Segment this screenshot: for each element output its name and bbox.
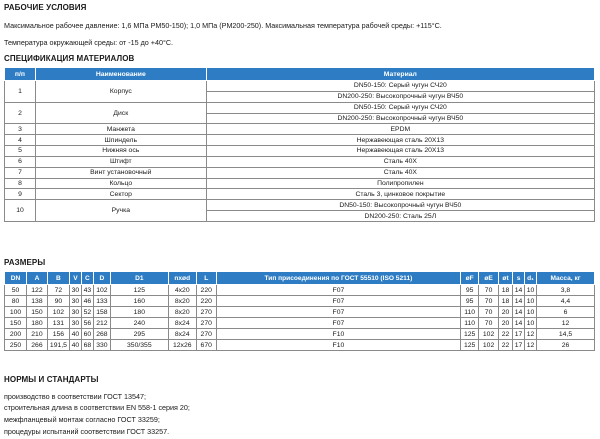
col-header: øt bbox=[499, 272, 513, 285]
table-cell: 17 bbox=[513, 329, 525, 340]
table-cell: 30 bbox=[69, 296, 81, 307]
col-header-material: Материал bbox=[206, 68, 594, 81]
table-cell: 125 bbox=[110, 285, 168, 296]
table-cell: 191,5 bbox=[47, 340, 69, 351]
col-header: V bbox=[69, 272, 81, 285]
col-header: s bbox=[513, 272, 525, 285]
cell-number: 6 bbox=[5, 156, 36, 167]
cell-material: DN50-150: Серый чугун СЧ20 bbox=[206, 102, 594, 113]
cell-number: 8 bbox=[5, 178, 36, 189]
table-cell: 295 bbox=[110, 329, 168, 340]
table-cell: 6 bbox=[537, 307, 595, 318]
table-cell: 12 bbox=[537, 318, 595, 329]
cell-name: Кольцо bbox=[35, 178, 206, 189]
table-row bbox=[5, 189, 595, 200]
cell-number: 5 bbox=[5, 146, 36, 157]
table-row bbox=[5, 307, 595, 318]
col-header: B bbox=[47, 272, 69, 285]
cell-number: 4 bbox=[5, 135, 36, 146]
table-cell: F07 bbox=[216, 285, 460, 296]
table-cell: 110 bbox=[461, 318, 479, 329]
dimensions-header-row bbox=[5, 272, 595, 285]
table-cell: 20 bbox=[499, 318, 513, 329]
table-cell: 8x20 bbox=[168, 307, 196, 318]
materials-heading: СПЕЦИФИКАЦИЯ МАТЕРИАЛОВ bbox=[4, 54, 135, 63]
table-cell: 110 bbox=[461, 307, 479, 318]
table-row bbox=[5, 285, 595, 296]
table-row bbox=[5, 178, 595, 189]
cell-material: Сталь 40Х bbox=[206, 167, 594, 178]
table-row bbox=[5, 135, 595, 146]
table-cell: 30 bbox=[69, 318, 81, 329]
cell-name: Винт установочный bbox=[35, 167, 206, 178]
table-cell: 160 bbox=[110, 296, 168, 307]
table-cell: 46 bbox=[81, 296, 93, 307]
table-cell: 10 bbox=[525, 285, 537, 296]
table-cell: 266 bbox=[26, 340, 47, 351]
cell-number: 9 bbox=[5, 189, 36, 200]
table-cell: 12 bbox=[525, 329, 537, 340]
table-cell: 17 bbox=[513, 340, 525, 351]
table-cell: 26 bbox=[537, 340, 595, 351]
table-cell: 220 bbox=[196, 285, 216, 296]
table-cell: 220 bbox=[196, 296, 216, 307]
cell-material: Сталь 3, цинковое покрытие bbox=[206, 189, 594, 200]
table-cell: F07 bbox=[216, 307, 460, 318]
col-header: A bbox=[26, 272, 47, 285]
table-cell: 670 bbox=[196, 340, 216, 351]
table-cell: 95 bbox=[461, 285, 479, 296]
table-cell: 270 bbox=[196, 318, 216, 329]
cell-material: DN200-250: Высокопрочный чугун ВЧ50 bbox=[206, 91, 594, 102]
cell-name: Ручка bbox=[35, 200, 206, 222]
table-cell: 80 bbox=[5, 296, 27, 307]
table-row bbox=[5, 318, 595, 329]
table-row bbox=[5, 102, 595, 113]
table-cell: 72 bbox=[47, 285, 69, 296]
table-cell: 133 bbox=[93, 296, 110, 307]
dimensions-table bbox=[4, 271, 595, 351]
table-cell: 22 bbox=[499, 329, 513, 340]
table-cell: 4,4 bbox=[537, 296, 595, 307]
col-header-number: п/п bbox=[5, 68, 36, 81]
table-cell: 50 bbox=[5, 285, 27, 296]
col-header: L bbox=[196, 272, 216, 285]
cell-name: Манжета bbox=[35, 124, 206, 135]
cell-number: 1 bbox=[5, 81, 36, 103]
table-cell: 200 bbox=[5, 329, 27, 340]
table-cell: 180 bbox=[26, 318, 47, 329]
table-cell: 3,8 bbox=[537, 285, 595, 296]
col-header-name: Наименование bbox=[35, 68, 206, 81]
cell-name: Диск bbox=[35, 102, 206, 124]
cell-name: Корпус bbox=[35, 81, 206, 103]
col-header: Масса, кг bbox=[537, 272, 595, 285]
table-cell: 40 bbox=[69, 329, 81, 340]
col-header: d₁ bbox=[525, 272, 537, 285]
col-header: DN bbox=[5, 272, 27, 285]
standards-line: межфланцевый монтаж согласно ГОСТ 33259; bbox=[4, 415, 160, 424]
cell-material: Сталь 40Х bbox=[206, 156, 594, 167]
table-cell: 60 bbox=[81, 329, 93, 340]
table-row bbox=[5, 329, 595, 340]
table-cell: 150 bbox=[26, 307, 47, 318]
table-cell: 268 bbox=[93, 329, 110, 340]
table-cell: 156 bbox=[47, 329, 69, 340]
table-row bbox=[5, 200, 595, 211]
cell-material: DN200-250: Сталь 25Л bbox=[206, 211, 594, 222]
col-header: nxød bbox=[168, 272, 196, 285]
table-row bbox=[5, 124, 595, 135]
table-cell: 8x20 bbox=[168, 296, 196, 307]
conditions-line-pressure: Максимальное рабочее давление: 1,6 МПа PM50-150); 1,0 МПа (PM200-250). Максимальная температура рабочей среды: +115°С. bbox=[4, 21, 442, 30]
table-cell: 4x20 bbox=[168, 285, 196, 296]
col-header: Тип присоединения по ГОСТ 55510 (ISO 5211) bbox=[216, 272, 460, 285]
table-cell: 210 bbox=[26, 329, 47, 340]
table-cell: 30 bbox=[69, 285, 81, 296]
cell-number: 2 bbox=[5, 102, 36, 124]
table-cell: 8x24 bbox=[168, 318, 196, 329]
cell-number: 3 bbox=[5, 124, 36, 135]
cell-material: Нержавеющая сталь 20Х13 bbox=[206, 135, 594, 146]
col-header: øE bbox=[479, 272, 499, 285]
cell-material: DN50-150: Высокопрочный чугун ВЧ50 bbox=[206, 200, 594, 211]
materials-header-row bbox=[5, 68, 595, 81]
table-cell: F07 bbox=[216, 318, 460, 329]
table-cell: 180 bbox=[110, 307, 168, 318]
table-cell: 10 bbox=[525, 296, 537, 307]
table-cell: 150 bbox=[5, 318, 27, 329]
table-cell: 14 bbox=[513, 307, 525, 318]
standards-heading: НОРМЫ И СТАНДАРТЫ bbox=[4, 375, 99, 384]
table-cell: 10 bbox=[525, 307, 537, 318]
table-cell: 350/355 bbox=[110, 340, 168, 351]
dimensions-body bbox=[5, 285, 595, 351]
standards-line: строительная длина в соответствии EN 558-1 серия 20; bbox=[4, 403, 190, 412]
table-cell: 18 bbox=[499, 296, 513, 307]
table-cell: F10 bbox=[216, 340, 460, 351]
table-cell: F07 bbox=[216, 296, 460, 307]
conditions-heading: РАБОЧИЕ УСЛОВИЯ bbox=[4, 3, 87, 12]
table-cell: 158 bbox=[93, 307, 110, 318]
table-cell: 122 bbox=[26, 285, 47, 296]
table-cell: 330 bbox=[93, 340, 110, 351]
cell-name: Шпиндель bbox=[35, 135, 206, 146]
table-cell: 8x24 bbox=[168, 329, 196, 340]
table-cell: 30 bbox=[69, 307, 81, 318]
table-cell: 14,5 bbox=[537, 329, 595, 340]
table-cell: 131 bbox=[47, 318, 69, 329]
table-cell: 12 bbox=[525, 340, 537, 351]
table-cell: 18 bbox=[499, 285, 513, 296]
cell-number: 7 bbox=[5, 167, 36, 178]
table-row bbox=[5, 146, 595, 157]
table-cell: 70 bbox=[479, 307, 499, 318]
table-cell: 14 bbox=[513, 285, 525, 296]
dimensions-heading: РАЗМЕРЫ bbox=[4, 258, 46, 267]
table-row bbox=[5, 156, 595, 167]
table-cell: 250 bbox=[5, 340, 27, 351]
table-cell: 70 bbox=[479, 296, 499, 307]
table-row bbox=[5, 81, 595, 92]
table-cell: 102 bbox=[93, 285, 110, 296]
table-cell: 95 bbox=[461, 296, 479, 307]
table-cell: 43 bbox=[81, 285, 93, 296]
cell-material: Нержавеющая сталь 20Х13 bbox=[206, 146, 594, 157]
cell-name: Сектор bbox=[35, 189, 206, 200]
table-cell: 102 bbox=[479, 329, 499, 340]
table-cell: 22 bbox=[499, 340, 513, 351]
cell-material: DN50-150: Серый чугун СЧ20 bbox=[206, 81, 594, 92]
table-cell: 20 bbox=[499, 307, 513, 318]
table-cell: F10 bbox=[216, 329, 460, 340]
table-cell: 240 bbox=[110, 318, 168, 329]
table-cell: 125 bbox=[461, 340, 479, 351]
table-cell: 100 bbox=[5, 307, 27, 318]
table-cell: 52 bbox=[81, 307, 93, 318]
col-header: D bbox=[93, 272, 110, 285]
cell-material: DN200-250: Высокопрочный чугун ВЧ50 bbox=[206, 113, 594, 124]
table-cell: 40 bbox=[69, 340, 81, 351]
table-cell: 270 bbox=[196, 307, 216, 318]
table-cell: 70 bbox=[479, 285, 499, 296]
cell-number: 10 bbox=[5, 200, 36, 222]
table-cell: 138 bbox=[26, 296, 47, 307]
col-header: D1 bbox=[110, 272, 168, 285]
table-cell: 70 bbox=[479, 318, 499, 329]
table-row bbox=[5, 296, 595, 307]
table-cell: 68 bbox=[81, 340, 93, 351]
table-cell: 212 bbox=[93, 318, 110, 329]
cell-material: EPDM bbox=[206, 124, 594, 135]
table-cell: 12x26 bbox=[168, 340, 196, 351]
table-cell: 56 bbox=[81, 318, 93, 329]
table-row bbox=[5, 340, 595, 351]
standards-line: процедуры испытаний соответствии ГОСТ 33257. bbox=[4, 427, 170, 436]
table-cell: 102 bbox=[479, 340, 499, 351]
table-cell: 14 bbox=[513, 318, 525, 329]
table-cell: 14 bbox=[513, 296, 525, 307]
table-cell: 102 bbox=[47, 307, 69, 318]
table-cell: 10 bbox=[525, 318, 537, 329]
cell-material: Полипропилен bbox=[206, 178, 594, 189]
materials-table bbox=[4, 67, 595, 222]
standards-line: производство в соответствии ГОСТ 13547; bbox=[4, 392, 147, 401]
cell-name: Нижняя ось bbox=[35, 146, 206, 157]
table-cell: 90 bbox=[47, 296, 69, 307]
conditions-line-ambient: Температура окружающей среды: от -15 до +40°С. bbox=[4, 38, 174, 47]
col-header: øF bbox=[461, 272, 479, 285]
col-header: C bbox=[81, 272, 93, 285]
table-cell: 125 bbox=[461, 329, 479, 340]
table-row bbox=[5, 167, 595, 178]
cell-name: Штифт bbox=[35, 156, 206, 167]
table-cell: 270 bbox=[196, 329, 216, 340]
